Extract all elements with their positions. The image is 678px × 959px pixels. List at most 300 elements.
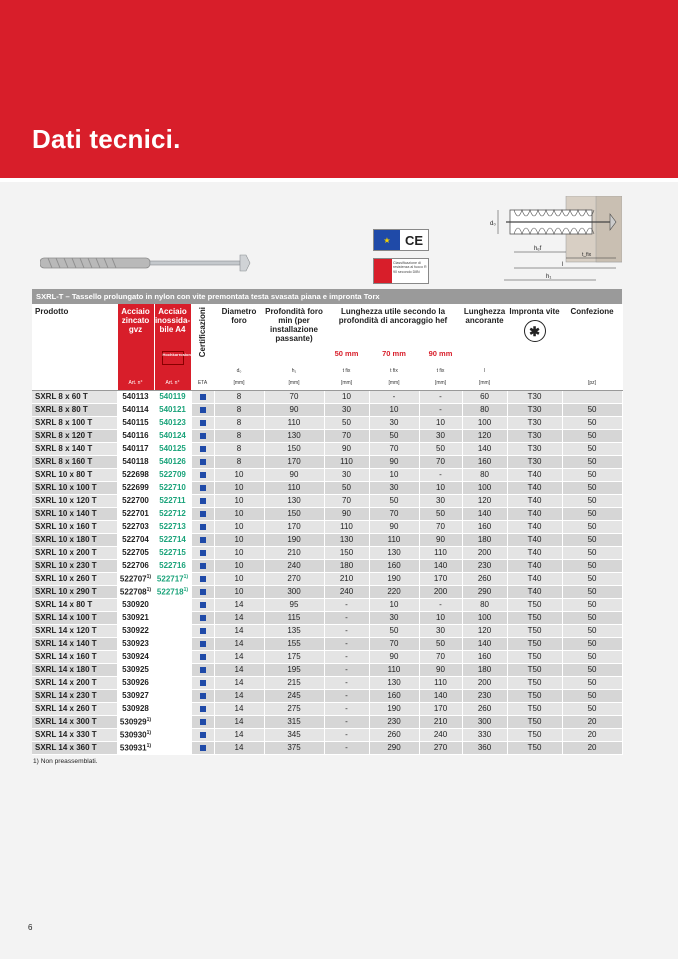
cell-tfix-90 xyxy=(419,715,462,728)
cell-product-name xyxy=(32,442,117,455)
pack-qty-value: 50 xyxy=(587,574,597,583)
tfix-70-value: 130 xyxy=(387,548,401,557)
tfix-50-value: 50 xyxy=(342,483,351,492)
art-a4-value: 522716 xyxy=(159,561,186,570)
table-row xyxy=(32,702,622,715)
cell-product-name xyxy=(32,572,117,585)
art-a4-value: 540123 xyxy=(159,418,186,427)
art-zinc-value: 530921 xyxy=(122,613,149,622)
cell-diameter xyxy=(214,702,264,715)
cell-pack-qty xyxy=(562,702,622,715)
tfix-90-value: - xyxy=(439,470,442,479)
cell-art-a4 xyxy=(154,481,191,494)
eta-mark-icon xyxy=(200,537,206,543)
diameter-value: 10 xyxy=(234,574,244,583)
cell-art-a4 xyxy=(154,676,191,689)
cell-diameter xyxy=(214,416,264,429)
art-a4-value: 522709 xyxy=(159,470,186,479)
table-row xyxy=(32,533,622,546)
table-row xyxy=(32,637,622,650)
cell-product-name xyxy=(32,481,117,494)
table-row xyxy=(32,403,622,416)
anchor-length-value: 290 xyxy=(477,587,492,596)
tfix-50-value: 90 xyxy=(342,509,351,518)
cell-anchor-length xyxy=(462,442,507,455)
eta-mark-icon xyxy=(200,433,206,439)
art-zinc-value: 540118 xyxy=(122,457,149,466)
cell-pack-qty xyxy=(562,676,622,689)
cell-art-zinc xyxy=(117,507,154,520)
tfix-70-value: 110 xyxy=(387,665,401,674)
cell-art-zinc xyxy=(117,559,154,572)
cell-depth xyxy=(264,429,324,442)
footnote-ref: 1) xyxy=(146,729,152,736)
eta-ce-badge xyxy=(373,229,429,251)
product-name-value: SXRL 14 x 100 T xyxy=(35,613,97,622)
cell-product-name xyxy=(32,650,117,663)
cell-diameter xyxy=(214,442,264,455)
cell-tfix-50 xyxy=(324,624,369,637)
cell-art-zinc xyxy=(117,728,154,741)
pack-qty-value: 50 xyxy=(587,457,597,466)
cell-tfix-50 xyxy=(324,546,369,559)
cell-art-a4 xyxy=(154,520,191,533)
eu-flag-icon: ★ xyxy=(374,230,400,250)
anchor-length-value: 180 xyxy=(477,535,492,544)
tfix-50-value: - xyxy=(345,704,348,713)
cell-depth xyxy=(264,533,324,546)
tfix-90-value: 210 xyxy=(433,717,448,726)
depth-value: 150 xyxy=(287,509,301,518)
torx-size-value: T50 xyxy=(527,717,542,726)
anchor-length-value: 100 xyxy=(477,483,492,492)
tfix-50-value: - xyxy=(345,717,348,726)
product-name-value: SXRL 8 x 120 T xyxy=(35,431,93,440)
eta-mark-icon xyxy=(200,602,206,608)
sym-tfix-50: t fix xyxy=(324,365,369,376)
tfix-70-value: 190 xyxy=(387,574,401,583)
table-row xyxy=(32,663,622,676)
torx-size-value: T50 xyxy=(527,730,542,739)
art-a4-value: 540124 xyxy=(159,431,186,440)
depth-value: 195 xyxy=(287,665,301,674)
unit-pz: [pz] xyxy=(562,376,622,390)
cell-tfix-50 xyxy=(324,650,369,663)
torx-size-value: T40 xyxy=(527,561,542,570)
eta-mark-icon xyxy=(200,485,206,491)
cell-diameter xyxy=(214,598,264,611)
cell-product-name xyxy=(32,611,117,624)
pack-qty-value: 50 xyxy=(587,600,597,609)
col-70mm: 70 mm xyxy=(369,346,419,365)
diameter-value: 8 xyxy=(236,444,242,453)
tfix-90-value: 170 xyxy=(433,574,448,583)
art-zinc-value: 530931 xyxy=(119,743,147,753)
cell-torx-size xyxy=(507,598,562,611)
cell-torx-size xyxy=(507,559,562,572)
cell-depth xyxy=(264,507,324,520)
cell-eta-cert xyxy=(191,559,214,572)
cell-art-a4 xyxy=(154,533,191,546)
cell-pack-qty xyxy=(562,650,622,663)
cell-torx-size xyxy=(507,546,562,559)
cell-torx-size xyxy=(507,741,562,754)
torx-size-value: T40 xyxy=(527,535,542,544)
tfix-70-value: 70 xyxy=(389,444,399,453)
col-90mm: 90 mm xyxy=(419,346,462,365)
cell-product-name xyxy=(32,728,117,741)
cell-eta-cert xyxy=(191,598,214,611)
cell-pack-qty xyxy=(562,403,622,416)
cell-depth xyxy=(264,624,324,637)
cell-product-name xyxy=(32,494,117,507)
art-a4-value: 522718 xyxy=(156,587,184,597)
cell-art-zinc xyxy=(117,611,154,624)
cell-tfix-70 xyxy=(369,455,419,468)
cell-art-a4 xyxy=(154,390,191,403)
pack-qty-value: 50 xyxy=(587,639,597,648)
cell-anchor-length xyxy=(462,533,507,546)
cell-art-zinc xyxy=(117,403,154,416)
cell-tfix-70 xyxy=(369,663,419,676)
footnote-ref: 1) xyxy=(146,573,152,580)
cell-tfix-70 xyxy=(369,533,419,546)
cell-eta-cert xyxy=(191,442,214,455)
cell-anchor-length xyxy=(462,611,507,624)
cell-diameter xyxy=(214,403,264,416)
tfix-70-value: 30 xyxy=(389,483,399,492)
cell-tfix-70 xyxy=(369,403,419,416)
cell-product-name xyxy=(32,624,117,637)
cell-art-a4 xyxy=(154,637,191,650)
depth-value: 170 xyxy=(287,522,301,531)
cell-anchor-length xyxy=(462,702,507,715)
art-a4-value: 522711 xyxy=(159,496,186,505)
cell-tfix-50 xyxy=(324,741,369,754)
cell-tfix-70 xyxy=(369,585,419,598)
cell-pack-qty xyxy=(562,598,622,611)
footnote-ref: 1) xyxy=(183,586,189,593)
tfix-90-value: 170 xyxy=(433,704,448,713)
cell-anchor-length xyxy=(462,416,507,429)
product-name-value: SXRL 14 x 360 T xyxy=(35,743,97,752)
diameter-value: 8 xyxy=(236,405,242,414)
col-depth: Profondità foro min (per installazione passante) xyxy=(264,304,324,346)
cell-art-a4 xyxy=(154,572,191,585)
cell-pack-qty xyxy=(562,637,622,650)
cell-art-zinc xyxy=(117,741,154,754)
tfix-70-value: 10 xyxy=(389,405,399,414)
tfix-50-value: 30 xyxy=(342,470,351,479)
cell-depth xyxy=(264,689,324,702)
cell-art-a4 xyxy=(154,715,191,728)
pack-qty-value: 50 xyxy=(587,418,597,427)
product-name-value: SXRL 8 x 140 T xyxy=(35,444,93,453)
cell-diameter xyxy=(214,676,264,689)
cell-product-name xyxy=(32,715,117,728)
table-row xyxy=(32,572,622,585)
diagram-h1-label: h₁ xyxy=(546,274,552,280)
anchor-length-value: 140 xyxy=(477,509,492,518)
cell-product-name xyxy=(32,585,117,598)
cell-pack-qty xyxy=(562,455,622,468)
col-stainless xyxy=(154,304,191,346)
cell-diameter xyxy=(214,533,264,546)
cell-depth xyxy=(264,611,324,624)
torx-size-value: T30 xyxy=(527,405,542,414)
cell-anchor-length xyxy=(462,507,507,520)
cell-tfix-50 xyxy=(324,598,369,611)
table-row xyxy=(32,507,622,520)
cell-torx-size xyxy=(507,455,562,468)
cell-tfix-90 xyxy=(419,585,462,598)
cell-art-a4 xyxy=(154,728,191,741)
cell-art-zinc xyxy=(117,533,154,546)
eta-mark-icon xyxy=(200,472,206,478)
cell-depth xyxy=(264,637,324,650)
torx-size-value: T30 xyxy=(527,431,542,440)
cell-art-zinc xyxy=(117,390,154,403)
table-row xyxy=(32,390,622,403)
art-zinc-value: 530924 xyxy=(122,652,149,661)
cell-tfix-50 xyxy=(324,442,369,455)
cell-art-a4 xyxy=(154,507,191,520)
unit-eta: ETA xyxy=(191,376,214,390)
cell-art-zinc xyxy=(117,442,154,455)
cell-product-name xyxy=(32,520,117,533)
cell-tfix-90 xyxy=(419,676,462,689)
cell-tfix-90 xyxy=(419,429,462,442)
product-name-value: SXRL 10 x 230 T xyxy=(35,561,97,570)
cell-tfix-90 xyxy=(419,559,462,572)
cell-tfix-90 xyxy=(419,481,462,494)
cell-art-zinc xyxy=(117,715,154,728)
tfix-70-value: 290 xyxy=(387,743,401,752)
tfix-50-value: 110 xyxy=(340,457,353,466)
cell-pack-qty xyxy=(562,520,622,533)
cell-torx-size xyxy=(507,676,562,689)
pack-qty-value: 50 xyxy=(587,535,597,544)
tfix-70-value: 90 xyxy=(389,652,399,661)
tfix-90-value: 30 xyxy=(436,496,445,505)
cell-depth xyxy=(264,702,324,715)
tfix-50-value: - xyxy=(345,600,348,609)
cell-diameter xyxy=(214,520,264,533)
cell-art-zinc xyxy=(117,455,154,468)
cell-pack-qty xyxy=(562,585,622,598)
cell-art-a4 xyxy=(154,468,191,481)
tfix-50-value: - xyxy=(345,665,348,674)
col-stainless-label: Acciaio inossida-bile A4 xyxy=(154,307,191,334)
product-name-value: SXRL 8 x 100 T xyxy=(35,418,93,427)
tfix-50-value: - xyxy=(345,743,348,752)
sym-d0: d₀ xyxy=(214,365,264,376)
art-a4-value: 522713 xyxy=(159,522,186,531)
cell-anchor-length xyxy=(462,468,507,481)
product-name-value: SXRL 8 x 60 T xyxy=(35,392,88,401)
cell-anchor-length xyxy=(462,403,507,416)
eta-mark-icon xyxy=(200,498,206,504)
anchor-length-value: 230 xyxy=(477,561,492,570)
cell-anchor-length xyxy=(462,546,507,559)
product-name-value: SXRL 14 x 300 T xyxy=(35,717,97,726)
pack-qty-value: 50 xyxy=(587,587,597,596)
depth-value: 190 xyxy=(287,535,301,544)
anchor-length-value: 80 xyxy=(480,600,489,609)
cell-torx-size xyxy=(507,416,562,429)
cell-product-name xyxy=(32,676,117,689)
cell-eta-cert xyxy=(191,533,214,546)
tfix-70-value: 130 xyxy=(387,678,401,687)
eta-mark-icon xyxy=(200,446,206,452)
cell-tfix-50 xyxy=(324,559,369,572)
cell-tfix-90 xyxy=(419,650,462,663)
diameter-value: 10 xyxy=(234,587,244,596)
cell-art-a4 xyxy=(154,429,191,442)
table-row xyxy=(32,416,622,429)
torx-size-value: T30 xyxy=(527,444,542,453)
cell-tfix-70 xyxy=(369,676,419,689)
anchor-product-image xyxy=(40,252,255,274)
tfix-90-value: 200 xyxy=(433,587,448,596)
tfix-50-value: 150 xyxy=(339,548,354,557)
diameter-value: 14 xyxy=(234,730,244,739)
art-zinc-value: 540115 xyxy=(122,418,149,427)
cell-pack-qty xyxy=(562,416,622,429)
eta-mark-icon xyxy=(200,407,206,413)
cell-pack-qty xyxy=(562,533,622,546)
table-row xyxy=(32,741,622,754)
cell-tfix-50 xyxy=(324,689,369,702)
cell-product-name xyxy=(32,429,117,442)
unit-mm-90: [mm] xyxy=(419,376,462,390)
eta-mark-icon xyxy=(200,394,206,400)
cell-art-zinc xyxy=(117,468,154,481)
cell-art-zinc xyxy=(117,585,154,598)
cell-art-a4 xyxy=(154,546,191,559)
pack-qty-value: 50 xyxy=(587,470,597,479)
depth-value: 115 xyxy=(287,613,301,622)
diameter-value: 10 xyxy=(234,470,244,479)
cell-anchor-length xyxy=(462,572,507,585)
anchor-length-value: 200 xyxy=(477,678,492,687)
cell-eta-cert xyxy=(191,637,214,650)
cell-art-a4 xyxy=(154,442,191,455)
tfix-70-value: 50 xyxy=(389,431,399,440)
art-a4-value: 540119 xyxy=(159,392,186,401)
art-zinc-value: 540114 xyxy=(122,405,149,414)
torx-size-value: T40 xyxy=(527,496,542,505)
cell-depth xyxy=(264,442,324,455)
cell-diameter xyxy=(214,390,264,403)
cell-art-a4 xyxy=(154,689,191,702)
tfix-90-value: 50 xyxy=(436,444,445,453)
torx-size-value: T50 xyxy=(527,691,542,700)
cell-depth xyxy=(264,468,324,481)
cell-tfix-70 xyxy=(369,689,419,702)
cell-art-a4 xyxy=(154,494,191,507)
footnote-ref: 1) xyxy=(146,716,152,723)
anchor-length-value: 80 xyxy=(480,405,489,414)
tfix-70-value: 110 xyxy=(387,535,401,544)
product-name-value: SXRL 14 x 80 T xyxy=(35,600,93,609)
cell-diameter xyxy=(214,494,264,507)
cell-tfix-70 xyxy=(369,715,419,728)
cell-diameter xyxy=(214,455,264,468)
tfix-90-value: 240 xyxy=(433,730,448,739)
cell-anchor-length xyxy=(462,494,507,507)
tfix-50-value: 50 xyxy=(342,418,351,427)
cell-eta-cert xyxy=(191,403,214,416)
cell-torx-size xyxy=(507,403,562,416)
torx-size-value: T30 xyxy=(527,418,542,427)
cell-depth xyxy=(264,598,324,611)
cell-tfix-70 xyxy=(369,507,419,520)
cell-diameter xyxy=(214,689,264,702)
anchor-length-value: 160 xyxy=(477,522,492,531)
eta-mark-icon xyxy=(200,576,206,582)
art-zinc-value: 530930 xyxy=(119,730,147,740)
torx-icon: ✱ xyxy=(524,320,546,342)
art-zinc-value: 530929 xyxy=(119,717,147,727)
page-number: 6 xyxy=(28,923,33,932)
torx-size-value: T40 xyxy=(527,587,542,596)
table-row xyxy=(32,494,622,507)
col-cert xyxy=(191,304,214,365)
cell-pack-qty xyxy=(562,507,622,520)
unit-mm-l: [mm] xyxy=(462,376,507,390)
eta-mark-icon xyxy=(200,719,206,725)
tfix-90-value: 90 xyxy=(436,535,445,544)
cell-torx-size xyxy=(507,663,562,676)
pack-qty-value: 50 xyxy=(587,613,597,622)
tfix-70-value: 30 xyxy=(389,613,399,622)
cell-product-name xyxy=(32,598,117,611)
col-anchor-length: Lunghezza ancorante xyxy=(462,304,507,346)
cell-tfix-90 xyxy=(419,494,462,507)
product-name-value: SXRL 10 x 100 T xyxy=(35,483,97,492)
product-name-value: SXRL 14 x 200 T xyxy=(35,678,97,687)
cell-art-a4 xyxy=(154,455,191,468)
cell-depth xyxy=(264,520,324,533)
anchor-length-value: 160 xyxy=(477,652,492,661)
art-zinc-value: 522705 xyxy=(122,548,149,557)
cell-tfix-50 xyxy=(324,429,369,442)
cell-tfix-90 xyxy=(419,507,462,520)
cell-tfix-90 xyxy=(419,442,462,455)
tfix-70-value: 50 xyxy=(389,496,399,505)
cell-pack-qty xyxy=(562,728,622,741)
anchor-length-value: 230 xyxy=(477,691,492,700)
cell-torx-size xyxy=(507,585,562,598)
art-zinc-value: 522701 xyxy=(122,509,149,518)
tfix-70-value: 260 xyxy=(387,730,401,739)
cell-tfix-90 xyxy=(419,455,462,468)
cell-eta-cert xyxy=(191,507,214,520)
cell-tfix-70 xyxy=(369,728,419,741)
col-useful-length: Lunghezza utile secondo la profondità di ancoraggio hef xyxy=(324,304,462,346)
pack-qty-value: 50 xyxy=(587,483,597,492)
tfix-70-value: 220 xyxy=(387,587,401,596)
tfix-70-value: 90 xyxy=(389,457,399,466)
ce-mark: CE xyxy=(404,232,424,248)
cell-eta-cert xyxy=(191,390,214,403)
tfix-50-value: - xyxy=(345,652,348,661)
table-row xyxy=(32,481,622,494)
diameter-value: 14 xyxy=(234,639,244,648)
cell-anchor-length xyxy=(462,663,507,676)
depth-value: 135 xyxy=(287,626,301,635)
